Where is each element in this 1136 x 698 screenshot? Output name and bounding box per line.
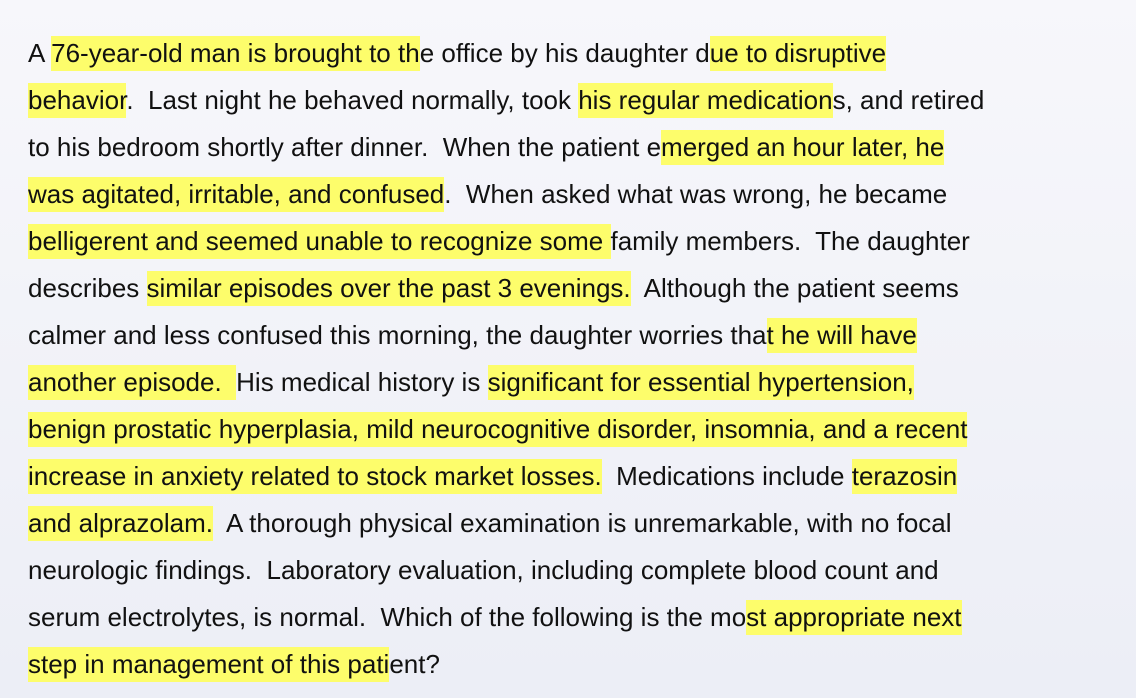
question-text: neurologic findings. Laboratory evaluation, including complete blood count and	[28, 555, 939, 585]
question-line	[28, 406, 1118, 453]
question-text: His medical history is	[236, 367, 488, 397]
question-text: family members. The daughter	[610, 226, 970, 256]
question-line	[28, 547, 1118, 594]
highlighted-text: terazosin	[852, 459, 958, 494]
question-line	[28, 218, 1118, 265]
question-line	[28, 312, 1118, 359]
question-line	[28, 641, 1118, 688]
highlighted-text: was agitated, irritable, and confused	[28, 177, 444, 212]
highlighted-text: behavior	[28, 83, 126, 118]
question-text: A thorough physical examination is unremarkable, with no focal	[213, 508, 952, 538]
question-line	[28, 171, 1118, 218]
question-text: A	[28, 38, 52, 68]
question-line	[28, 30, 1118, 77]
question-text: . When asked what was wrong, he became	[444, 179, 948, 209]
highlighted-text: increase in anxiety related to stock market losses.	[28, 459, 602, 494]
question-text: serum electrolytes, is normal. Which of the following is the mo	[28, 602, 747, 632]
highlighted-text: 76-year-old man is brought to th	[51, 36, 420, 71]
question-line	[28, 453, 1118, 500]
question-line	[28, 124, 1118, 171]
question-line	[28, 359, 1118, 406]
question-text: ent?	[389, 649, 440, 679]
highlighted-text: t he will have	[767, 318, 917, 353]
question-line	[28, 500, 1118, 547]
question-text: calmer and less confused this morning, the daughter worries tha	[28, 320, 767, 350]
question-line	[28, 77, 1118, 124]
highlighted-text: ue to disruptive	[710, 36, 886, 71]
question-stem	[28, 30, 1118, 688]
highlighted-text: another episode.	[28, 365, 236, 400]
question-text: s, and retired	[832, 85, 985, 115]
question-text: Although the patient seems	[630, 273, 959, 303]
question-text: to his bedroom shortly after dinner. When the patient e	[28, 132, 662, 162]
question-text: Medications include	[601, 461, 852, 491]
question-line	[28, 265, 1118, 312]
highlighted-text: merged an hour later, he	[661, 130, 944, 165]
question-text: . Last night he behaved normally, took	[126, 85, 579, 115]
highlighted-text: st appropriate next	[746, 600, 961, 635]
highlighted-text: belligerent and seemed unable to recognize some	[28, 224, 611, 259]
highlighted-text: similar episodes over the past 3 evenings.	[147, 271, 631, 306]
question-line	[28, 594, 1118, 641]
highlighted-text: and alprazolam.	[28, 506, 213, 541]
question-text: e office by his daughter d	[419, 38, 710, 68]
highlighted-text: benign prostatic hyperplasia, mild neurocognitive disorder, insomnia, and a recent	[28, 412, 967, 447]
question-text: describes	[28, 273, 147, 303]
highlighted-text: his regular medication	[578, 83, 832, 118]
highlighted-text: significant for essential hypertension,	[488, 365, 914, 400]
highlighted-text: step in management of this pati	[28, 647, 389, 682]
